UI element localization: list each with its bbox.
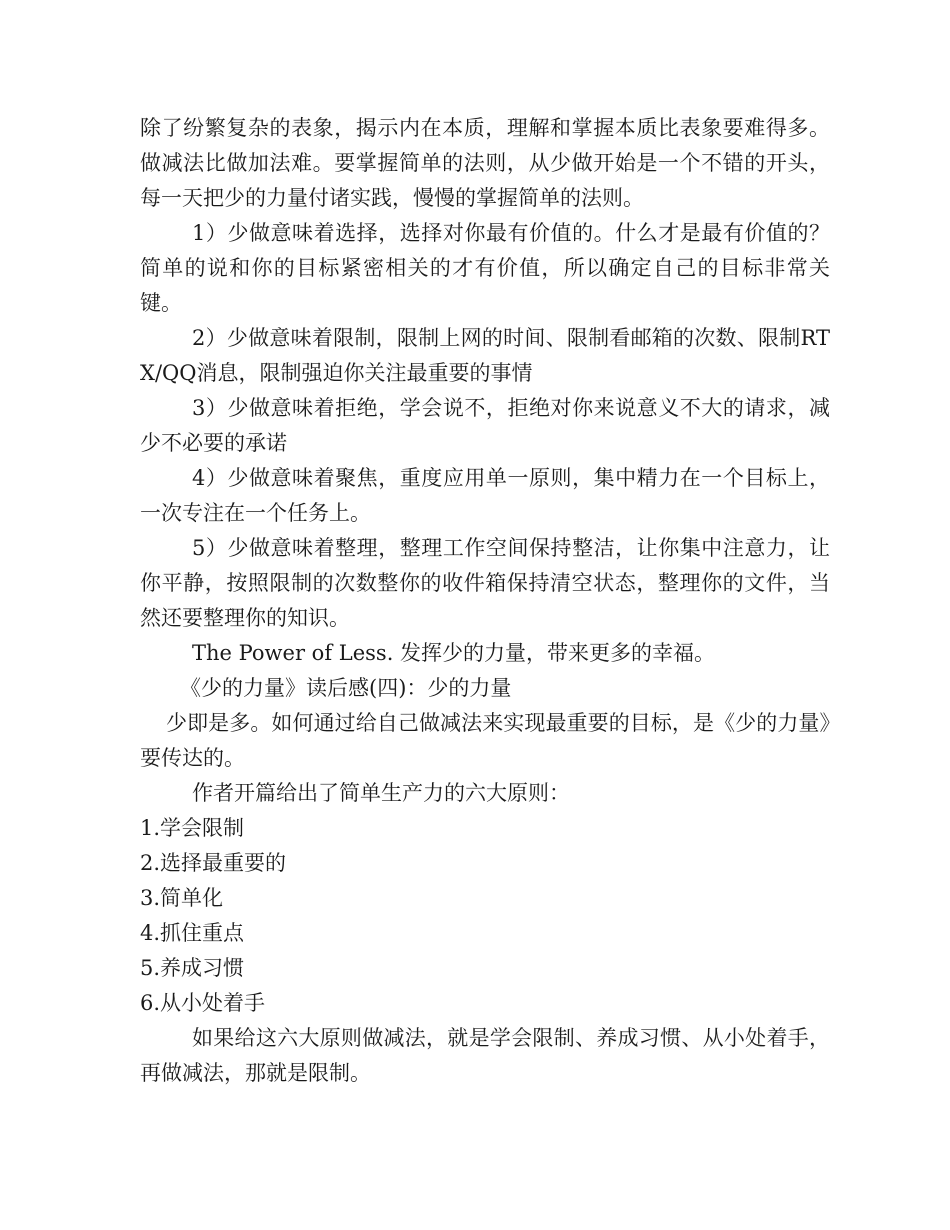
- section-heading: 《少的力量》读后感(四)：少的力量: [180, 676, 512, 700]
- paragraph-principles-intro: 作者开篇给出了简单生产力的六大原则：: [192, 781, 570, 805]
- principle-item: 1.学会限制: [140, 816, 245, 840]
- principle-item: 5.养成习惯: [140, 956, 245, 980]
- principle-item: 2.选择最重要的: [140, 851, 287, 875]
- paragraph-closing: 如果给这六大原则做减法，就是学会限制、养成习惯、从小处着手，再做减法，那就是限制。: [140, 1026, 830, 1085]
- paragraph-less-is-more: 少即是多。如何通过给自己做减法来实现最重要的目标，是《少的力量》要传达的。: [140, 711, 830, 770]
- principle-item: 3.简单化: [140, 886, 224, 910]
- paragraph-intro: 除了纷繁复杂的表象，揭示内在本质，理解和掌握本质比表象要难得多。做减法比做加法难。要掌握简单的法则，从少做开始是一个不错的开头，每一天把少的力量付诸实践，慢慢的掌握简单的法则。: [140, 116, 830, 210]
- paragraph-power-of-less: The Power of Less. 发挥少的力量，带来更多的幸福。: [192, 641, 716, 665]
- paragraph-point-3: 3）少做意味着拒绝，学会说不，拒绝对你来说意义不大的请求，减少不必要的承诺: [140, 396, 830, 455]
- paragraph-point-5: 5）少做意味着整理，整理工作空间保持整洁，让你集中注意力，让你平静，按照限制的次数整你的收件箱保持清空状态，整理你的文件，当然还要整理你的知识。: [140, 536, 830, 630]
- document-body: [140, 111, 830, 1091]
- paragraph-point-2: 2）少做意味着限制，限制上网的时间、限制看邮箱的次数、限制RTX/QQ消息，限制强迫你关注最重要的事情: [140, 326, 830, 385]
- paragraph-point-1: 1）少做意味着选择，选择对你最有价值的。什么才是最有价值的？简单的说和你的目标紧密相关的才有价值，所以确定自己的目标非常关键。: [140, 221, 830, 315]
- paragraph-point-4: 4）少做意味着聚焦，重度应用单一原则，集中精力在一个目标上，一次专注在一个任务上。: [140, 466, 830, 525]
- principle-item: 6.从小处着手: [140, 991, 266, 1015]
- principle-item: 4.抓住重点: [140, 921, 245, 945]
